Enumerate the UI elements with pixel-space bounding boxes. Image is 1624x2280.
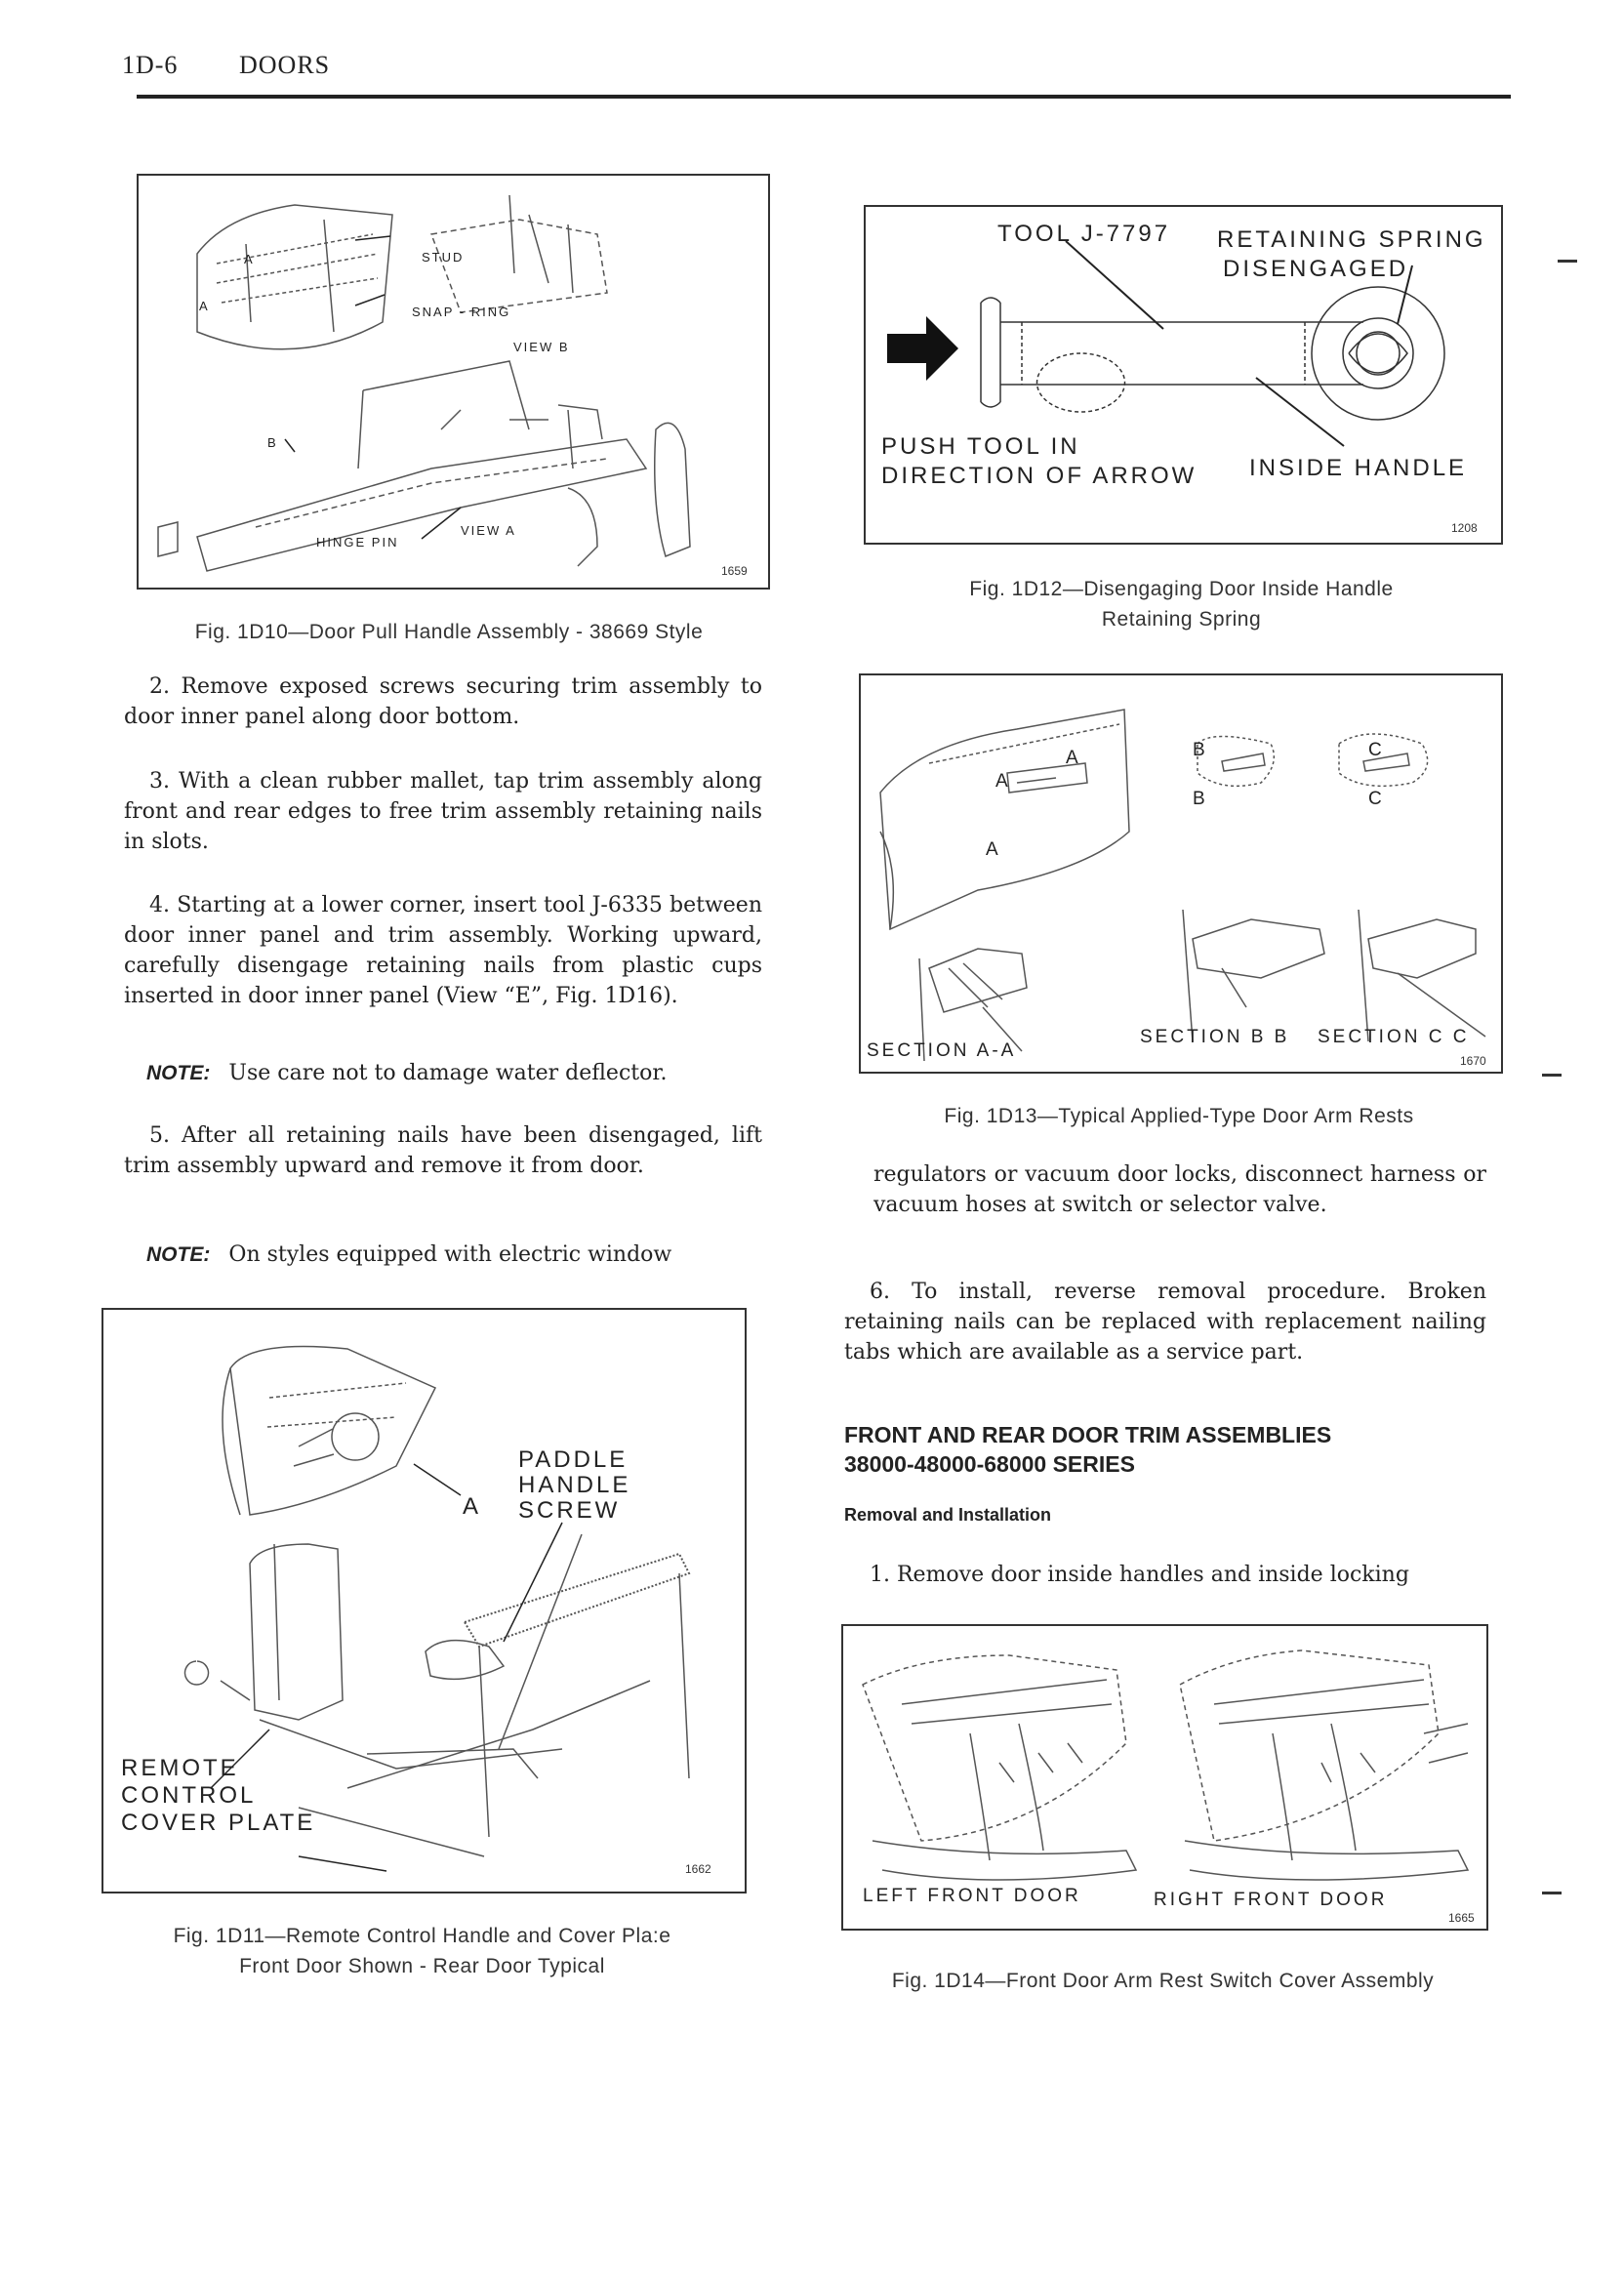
page-number: 1D-6 xyxy=(122,51,179,79)
fig10-label-view-a: VIEW A xyxy=(461,523,516,538)
margin-mark xyxy=(1542,1892,1562,1894)
fig11-label-control: CONTROL xyxy=(121,1782,257,1809)
fig11-caption-line1: Fig. 1D11—Remote Control Handle and Cover Pla:e xyxy=(173,1925,671,1947)
fig13-label-a-lower: A xyxy=(986,839,1001,860)
fig11-caption-line2: Front Door Shown - Rear Door Typical xyxy=(239,1955,605,1977)
note-2-label: NOTE: xyxy=(146,1243,211,1266)
fig10-label-a1: A xyxy=(244,252,255,266)
fig11-label-remote: REMOTE xyxy=(121,1755,239,1781)
fig11-number: 1662 xyxy=(685,1862,711,1876)
fig13-caption: Fig. 1D13—Typical Applied-Type Door Arm Rests xyxy=(944,1105,1414,1127)
note-1 xyxy=(146,1058,771,1088)
fig12-caption-line1: Fig. 1D12—Disengaging Door Inside Handle xyxy=(969,578,1394,600)
arm-rest-switch-cover-illustration xyxy=(843,1626,1486,1929)
note-1-text: Use care not to damage water deflector. xyxy=(228,1061,668,1085)
fig10-caption: Fig. 1D10—Door Pull Handle Assembly - 38669 Style xyxy=(194,621,704,643)
push-arrow-icon xyxy=(887,316,958,381)
fig12-label-direction: DIRECTION OF ARROW xyxy=(881,463,1198,489)
figure-1d12 xyxy=(864,205,1503,545)
margin-mark xyxy=(1558,260,1577,263)
subheading: Removal and Installation xyxy=(844,1505,1052,1525)
fig14-label-right: RIGHT FRONT DOOR xyxy=(1154,1890,1388,1910)
arm-rest-sections-illustration xyxy=(861,675,1501,1072)
fig11-label-cover-plate: COVER PLATE xyxy=(121,1810,316,1836)
fig11-label-handle: HANDLE xyxy=(518,1472,631,1498)
fig13-section-aa: SECTION A-A xyxy=(867,1040,1017,1061)
continuation-text: regulators or vacuum door locks, disconnect harness or vacuum hoses at switch or selector valve. xyxy=(873,1162,1486,1217)
fig13-number: 1670 xyxy=(1460,1054,1486,1068)
fig10-label-view-b: VIEW B xyxy=(513,340,570,354)
section-title: DOORS xyxy=(239,51,331,79)
fig14-number: 1665 xyxy=(1448,1911,1475,1925)
fig13-label-c-top: C xyxy=(1368,740,1385,760)
step-1: 1. Remove door inside handles and inside locking xyxy=(870,1563,1409,1587)
fig10-label-stud: STUD xyxy=(422,250,465,265)
fig12-label-retaining-spring: RETAINING SPRING xyxy=(1217,226,1486,253)
fig12-number: 1208 xyxy=(1451,521,1478,535)
fig10-label-hinge-pin: HINGE PIN xyxy=(316,535,399,550)
fig14-caption: Fig. 1D14—Front Door Arm Rest Switch Cover Assembly xyxy=(891,1970,1435,1992)
fig11-label-paddle: PADDLE xyxy=(518,1446,629,1473)
fig13-label-a-left: A xyxy=(995,771,1011,792)
step-3: 3. With a clean rubber mallet, tap trim assembly along front and rear edges to free trim assembly retaining nails in slots. xyxy=(124,769,762,854)
fig13-label-c-bottom: C xyxy=(1368,789,1385,809)
step-5: 5. After all retaining nails have been disengaged, lift trim assembly upward and remove it from door. xyxy=(124,1123,762,1178)
fig11-label-a: A xyxy=(463,1493,482,1520)
note-2 xyxy=(146,1240,771,1270)
fig10-label-snap-ring: SNAP - RING xyxy=(412,305,511,319)
note-2-text: On styles equipped with electric window xyxy=(228,1242,672,1267)
fig12-caption-line2: Retaining Spring xyxy=(1101,608,1262,631)
step-6: 6. To install, reverse removal procedure. Broken retaining nails can be replaced with replacement nailing tabs which are available as a service part. xyxy=(844,1280,1486,1364)
figure-1d13 xyxy=(859,673,1503,1074)
fig11-label-screw: SCREW xyxy=(518,1497,621,1524)
fig10-label-b: B xyxy=(267,435,278,450)
figure-1d14 xyxy=(841,1624,1488,1931)
margin-mark xyxy=(1542,1074,1562,1077)
section-heading-line1: FRONT AND REAR DOOR TRIM ASSEMBLIES xyxy=(844,1422,1332,1447)
fig12-label-inside-handle: INSIDE HANDLE xyxy=(1249,455,1468,481)
step-2: 2. Remove exposed screws securing trim assembly to door inner panel along door bottom. xyxy=(124,674,762,729)
header-rule xyxy=(137,95,1511,99)
fig14-label-left: LEFT FRONT DOOR xyxy=(863,1886,1081,1906)
fig13-label-b-bottom: B xyxy=(1193,789,1208,809)
door-pull-handle-illustration xyxy=(139,176,768,588)
fig13-label-b-top: B xyxy=(1193,740,1208,760)
fig13-section-cc: SECTION C C xyxy=(1318,1027,1470,1047)
fig13-section-bb: SECTION B B xyxy=(1140,1027,1290,1047)
fig13-label-a: A xyxy=(1066,748,1081,768)
fig12-label-tool: TOOL J-7797 xyxy=(997,221,1171,247)
fig12-label-disengaged: DISENGAGED xyxy=(1223,256,1409,282)
note-1-label: NOTE: xyxy=(146,1062,211,1084)
fig10-label-a2: A xyxy=(199,299,210,313)
figure-1d10 xyxy=(137,174,770,590)
figure-1d11 xyxy=(102,1308,747,1893)
fig12-label-push-tool: PUSH TOOL IN xyxy=(881,433,1080,460)
step-4: 4. Starting at a lower corner, insert tool J-6335 between door inner panel and trim assembly. Working upward, carefully disengage retaining nails from plastic cups inserted in door inner panel (View “E”, Fig. 1D16). xyxy=(124,893,762,1008)
section-heading-line2: 38000-48000-68000 SERIES xyxy=(844,1451,1135,1477)
fig10-number: 1659 xyxy=(721,564,748,578)
